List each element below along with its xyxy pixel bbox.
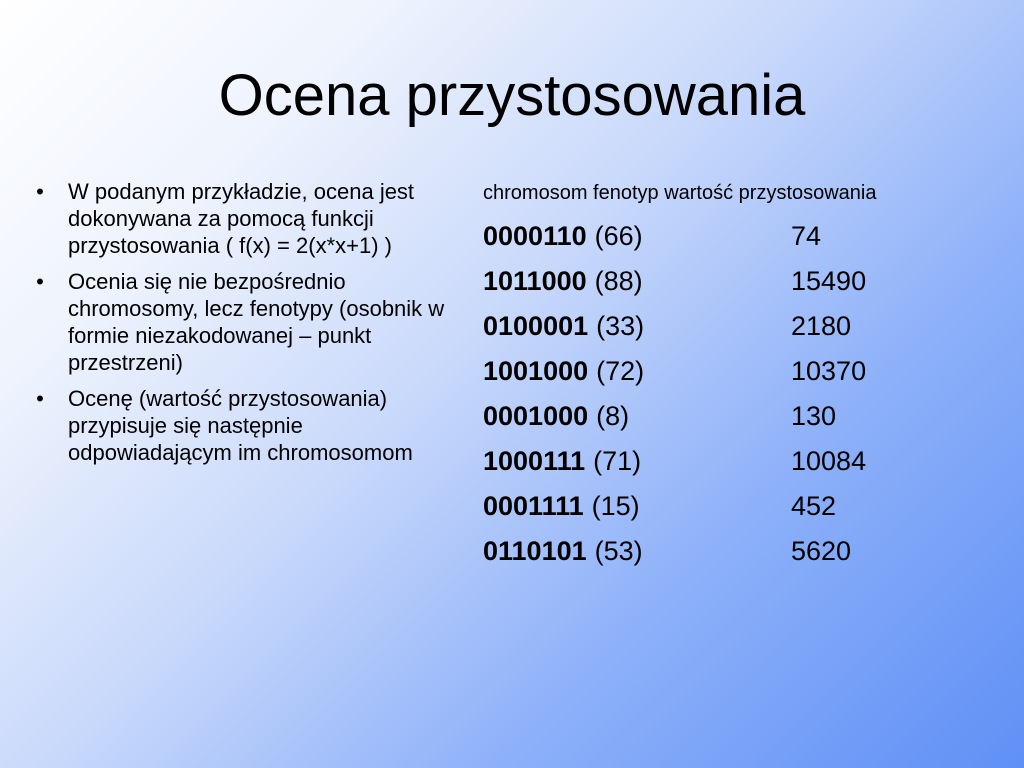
bullet-item xyxy=(30,268,470,376)
fitness-value: 15490 xyxy=(791,266,867,296)
phenotype-value: (15) xyxy=(591,491,640,521)
table-row xyxy=(483,439,1003,484)
table-row xyxy=(483,349,1003,394)
chromosome-value: 0000110 xyxy=(483,221,587,251)
table-row xyxy=(483,484,1003,529)
bullet-icon: • xyxy=(36,269,44,294)
fitness-value: 2180 xyxy=(791,311,852,341)
phenotype-value: (53) xyxy=(594,536,643,566)
table-row xyxy=(483,304,1003,349)
phenotype-value: (8) xyxy=(596,401,630,431)
chromosome-value: 0001000 xyxy=(483,401,589,431)
table-row xyxy=(483,394,1003,439)
bullet-text: Ocenę (wartość przystosowania) przypisuje się następnie odpowiadającym im chromosomom xyxy=(68,386,413,465)
chromosome-value: 1011000 xyxy=(483,266,587,296)
chromosome-value: 0001111 xyxy=(483,491,584,521)
phenotype-value: (66) xyxy=(594,221,643,251)
bullet-text: W podanym przykładzie, ocena jest dokonywana za pomocą funkcji przystosowania ( f(x) = 2(x*x+1) ) xyxy=(68,179,415,258)
fitness-value: 74 xyxy=(791,221,822,251)
phenotype-value: (71) xyxy=(593,446,642,476)
bullet-text: Ocenia się nie bezpośrednio chromosomy, lecz fenotypy (osobnik w formie niezakodowanej – punkt przestrzeni) xyxy=(68,269,445,375)
chromosome-value: 1000111 xyxy=(483,446,586,476)
fitness-value: 452 xyxy=(791,491,837,521)
chromosome-value: 0110101 xyxy=(483,536,587,566)
table-row xyxy=(483,214,1003,259)
slide-title: Ocena przystosowania xyxy=(218,63,806,128)
fitness-value: 5620 xyxy=(791,536,852,566)
chromosome-value: 0100001 xyxy=(483,311,589,341)
fitness-value: 10370 xyxy=(791,356,867,386)
fitness-value: 10084 xyxy=(791,446,867,476)
table-header: chromosom fenotyp wartość przystosowania xyxy=(483,182,877,204)
bullet-icon: • xyxy=(36,386,44,411)
phenotype-value: (72) xyxy=(596,356,645,386)
chromosome-value: 1001000 xyxy=(483,356,589,386)
fitness-value: 130 xyxy=(791,401,837,431)
bullet-list xyxy=(30,178,470,475)
fitness-table xyxy=(483,178,1003,574)
bullet-icon: • xyxy=(36,179,44,204)
table-row xyxy=(483,259,1003,304)
phenotype-value: (33) xyxy=(596,311,645,341)
bullet-item xyxy=(30,178,470,259)
table-row xyxy=(483,529,1003,574)
phenotype-value: (88) xyxy=(594,266,643,296)
bullet-item xyxy=(30,385,470,466)
